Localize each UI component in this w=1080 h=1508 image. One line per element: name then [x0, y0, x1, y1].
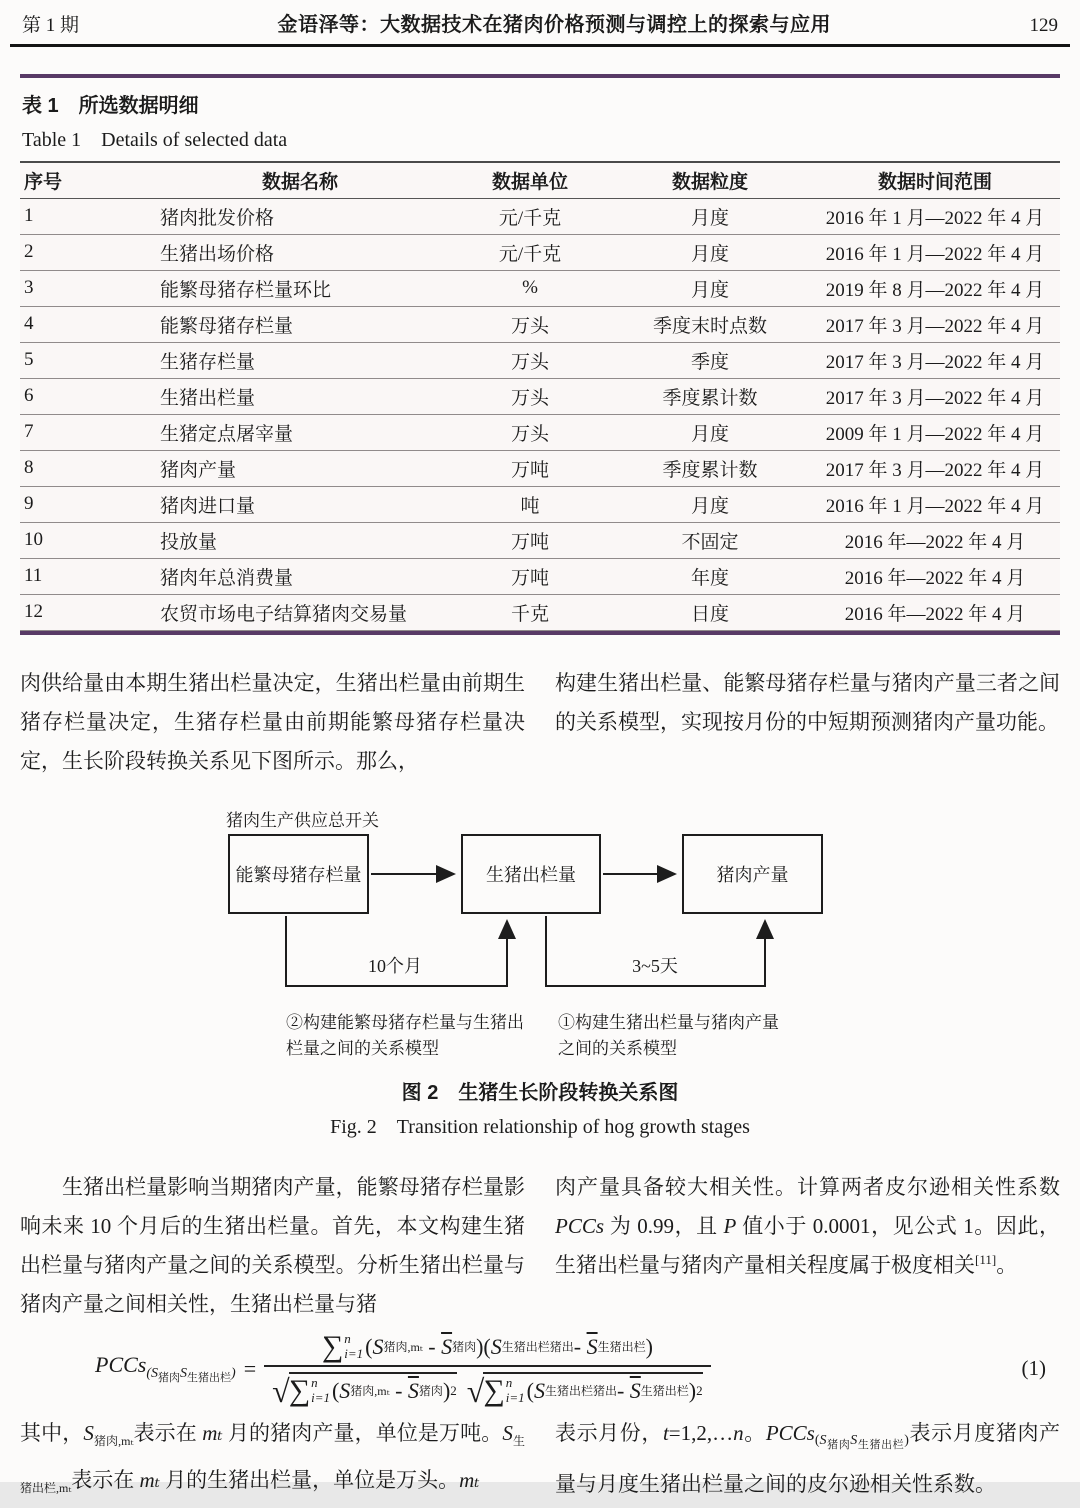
- cell-granularity: 月度: [610, 486, 810, 522]
- equals-sign: =: [243, 1355, 257, 1381]
- subscript-pork: 猪肉: [452, 1340, 477, 1354]
- cell-name: 猪肉年总消费量: [150, 558, 450, 594]
- hog-growth-diagram: [210, 806, 850, 1068]
- subscript-hog-month: 生猪出栏猪出: [501, 1340, 574, 1354]
- body-text-block-1: [20, 664, 1060, 781]
- figure-caption-zh: 图 2 生猪生长阶段转换关系图: [401, 1081, 679, 1104]
- header-rule: [10, 44, 1070, 47]
- sum-limits: [311, 1376, 330, 1405]
- cell-granularity: 季度末时点数: [610, 306, 810, 342]
- math-s-bar: $\overline{S}$: [407, 1377, 419, 1403]
- minus-sign: -: [616, 1377, 625, 1403]
- sum-lower: i=1: [311, 1389, 330, 1405]
- page-number: 129: [1029, 15, 1058, 36]
- subscript-pork-month: 猪肉,mₜ: [93, 1433, 134, 1448]
- table-row: [20, 306, 1060, 342]
- sum-upper: n: [344, 1331, 351, 1347]
- table-row: [20, 522, 1060, 558]
- math-pccs: PCCs: [765, 1420, 815, 1445]
- cell-name: 猪肉进口量: [150, 486, 450, 522]
- cell-unit: 元/千克: [450, 234, 610, 270]
- table-row: [20, 270, 1060, 306]
- cell-name: 能繁母猪存栏量: [150, 306, 450, 342]
- running-head: [0, 0, 1080, 37]
- math-s-bar: $\overline{S}$: [441, 1333, 453, 1359]
- math-p: P: [723, 1213, 737, 1238]
- equation-1: [20, 1329, 1060, 1409]
- citation-ref-11: [11]: [975, 1251, 997, 1267]
- cell-name: 投放量: [150, 522, 450, 558]
- denominator: [264, 1365, 711, 1409]
- cell-index: 12: [20, 594, 150, 630]
- cell-index: 6: [20, 378, 150, 414]
- cell-range: 2016 年—2022 年 4 月: [810, 558, 1060, 594]
- diagram-box-hog-slaughter: 生猪出栏量: [461, 834, 601, 914]
- cell-range: 2017 年 3 月—2022 年 4 月: [810, 306, 1060, 342]
- equation-body: [20, 1329, 1022, 1409]
- math-pccs: PCCs: [95, 1351, 147, 1377]
- text-run: 为 0.99，且: [604, 1213, 724, 1238]
- math-s: S: [533, 1377, 545, 1403]
- cell-granularity: 季度: [610, 342, 810, 378]
- table-row: [20, 594, 1060, 630]
- paragraph-left: [20, 1414, 525, 1508]
- equation-lhs: [95, 1352, 236, 1385]
- col-header-index: 序号: [20, 162, 150, 198]
- text-run: 。: [996, 1252, 1018, 1277]
- cell-index: 9: [20, 486, 150, 522]
- table-top-rule: [20, 74, 1060, 78]
- diagram-box-sow-inventory: 能繁母猪存栏量: [228, 834, 369, 914]
- diagram-note-1: ①构建生猪出栏量与猪肉产量之间的关系模型: [558, 1012, 779, 1058]
- math-s: S: [339, 1377, 351, 1403]
- math-s: S: [819, 1432, 827, 1448]
- paren: (: [365, 1333, 373, 1359]
- cell-unit: 万头: [450, 306, 610, 342]
- text-run: 月的猪肉产量，单位是万吨。: [222, 1420, 503, 1445]
- table-row: [20, 414, 1060, 450]
- col-header-range: 数据时间范围: [810, 162, 1060, 198]
- table-row: [20, 342, 1060, 378]
- subscript-pork: 猪肉: [826, 1438, 851, 1451]
- math-s: S: [372, 1333, 384, 1359]
- diagram-label-3-5-days: 3~5天: [632, 955, 678, 976]
- cell-index: 2: [20, 234, 150, 270]
- sum-sign: ∑: [483, 1373, 505, 1407]
- subscript-hog: 生猪出栏: [857, 1438, 905, 1451]
- text-run: 表示月度猪肉产量与月度生猪出栏量之间的皮尔逊相关性系数。: [555, 1420, 1061, 1496]
- paren: (: [331, 1377, 340, 1403]
- math-s: S: [151, 1366, 159, 1382]
- col-header-unit: 数据单位: [450, 162, 610, 198]
- cell-name: 能繁母猪存栏量环比: [150, 270, 450, 306]
- cell-index: 7: [20, 414, 150, 450]
- text-run: 表示在: [71, 1467, 140, 1492]
- paragraph-right: [555, 1168, 1060, 1324]
- subscript-hog-month: 生猪出栏,mₜ: [20, 1433, 525, 1495]
- cell-name: 生猪定点屠宰量: [150, 414, 450, 450]
- subscript-hog: 生猪出栏: [640, 1384, 689, 1398]
- math-t: t: [662, 1420, 669, 1445]
- subscript-pork-month: 猪肉,mₜ: [383, 1340, 423, 1354]
- subscript-pork-month: 猪肉,mₜ: [350, 1384, 390, 1398]
- cell-granularity: 日度: [610, 594, 810, 630]
- numerator: [314, 1329, 661, 1365]
- diagram-label-10-months: 10个月: [368, 955, 422, 976]
- cell-granularity: 月度: [610, 234, 810, 270]
- cell-unit: 万头: [450, 414, 610, 450]
- paren: (: [526, 1377, 534, 1403]
- cell-index: 1: [20, 198, 150, 234]
- cell-range: 2017 年 3 月—2022 年 4 月: [810, 450, 1060, 486]
- table-header-row: [20, 162, 1060, 198]
- math-s: S: [502, 1420, 513, 1445]
- cell-unit: 元/千克: [450, 198, 610, 234]
- cell-index: 3: [20, 270, 150, 306]
- cell-name: 猪肉产量: [150, 450, 450, 486]
- running-title: 金语泽等：大数据技术在猪肉价格预测与调控上的探索与应用: [277, 14, 831, 36]
- math-m-t: mₜ: [459, 1467, 480, 1492]
- table-row: [20, 450, 1060, 486]
- math-pccs: PCCs: [555, 1213, 605, 1238]
- cell-range: 2009 年 1 月—2022 年 4 月: [810, 414, 1060, 450]
- paren: (: [814, 1432, 820, 1448]
- fraction: [264, 1329, 711, 1409]
- cell-unit: 万吨: [450, 558, 610, 594]
- math-m-t: mₜ: [202, 1420, 223, 1445]
- text-run: =1,2,…: [668, 1420, 734, 1445]
- math-s: S: [180, 1366, 188, 1382]
- cell-unit: 万头: [450, 378, 610, 414]
- cell-granularity: 月度: [610, 198, 810, 234]
- math-s: S: [83, 1420, 94, 1445]
- subscript-pork: 猪肉: [418, 1384, 443, 1398]
- text-run: 表示月份，: [555, 1420, 663, 1445]
- paren: (: [146, 1366, 152, 1382]
- sqrt-sign: √: [272, 1372, 290, 1409]
- sum-lower: i=1: [344, 1345, 364, 1361]
- pccs-subscript: [814, 1432, 909, 1451]
- math-s-bar: $\overline{S}$: [586, 1333, 598, 1359]
- minus-sign: -: [395, 1377, 403, 1403]
- cell-range: 2016 年—2022 年 4 月: [810, 594, 1060, 630]
- math-s: S: [490, 1333, 502, 1359]
- cell-range: 2017 年 3 月—2022 年 4 月: [810, 342, 1060, 378]
- cell-granularity: 年度: [610, 558, 810, 594]
- cell-granularity: 月度: [610, 414, 810, 450]
- col-header-name: 数据名称: [150, 162, 450, 198]
- minus-sign: -: [428, 1333, 436, 1359]
- subscript-hog: 生猪出栏: [187, 1372, 232, 1385]
- cell-unit: 万吨: [450, 450, 610, 486]
- exponent-2: 2: [696, 1382, 703, 1398]
- cell-range: 2019 年 8 月—2022 年 4 月: [810, 270, 1060, 306]
- radicand: [483, 1372, 702, 1406]
- sum-upper: n: [505, 1375, 513, 1391]
- cell-range: 2016 年—2022 年 4 月: [810, 522, 1060, 558]
- diagram-top-label: 猪肉生产供应总开关: [226, 810, 379, 830]
- figure-caption-en: Fig. 2 Transition relationship of hog growth stages: [330, 1115, 750, 1138]
- math-n: n: [733, 1420, 744, 1445]
- sum-limits: [344, 1332, 363, 1361]
- cell-name: 生猪出栏量: [150, 378, 450, 414]
- cell-name: 生猪存栏量: [150, 342, 450, 378]
- text-run: 表示在: [133, 1420, 203, 1445]
- table-bottom-rule: [20, 631, 1060, 635]
- radicand: [289, 1372, 457, 1406]
- table-row: [20, 558, 1060, 594]
- cell-granularity: 季度累计数: [610, 378, 810, 414]
- text-run: 其中，: [20, 1420, 84, 1445]
- equation-number: (1): [1021, 1356, 1046, 1380]
- table-caption-en: Table 1 Details of selected data: [22, 129, 288, 151]
- diagram-box-pork-output: 猪肉产量: [682, 834, 823, 914]
- sum-sign: ∑: [288, 1373, 311, 1407]
- journal-issue: 第 1 期: [22, 15, 80, 36]
- cell-index: 4: [20, 306, 150, 342]
- cell-index: 5: [20, 342, 150, 378]
- cell-granularity: 不固定: [610, 522, 810, 558]
- cell-name: 农贸市场电子结算猪肉交易量: [150, 594, 450, 630]
- table-caption-zh: 表 1 所选数据明细: [22, 95, 199, 117]
- paren: ): [476, 1333, 484, 1359]
- text-run: 月的生猪出栏量，单位是万头。: [159, 1467, 460, 1492]
- paragraph-right: [555, 1414, 1060, 1508]
- paren: ): [645, 1333, 653, 1359]
- body-text-block-2: [20, 1168, 1060, 1324]
- cell-name: 猪肉批发价格: [150, 198, 450, 234]
- cell-granularity: 月度: [610, 270, 810, 306]
- exponent-2: 2: [450, 1382, 457, 1398]
- cell-index: 10: [20, 522, 150, 558]
- cell-granularity: 季度累计数: [610, 450, 810, 486]
- sqrt-sign: √: [466, 1372, 485, 1409]
- cell-range: 2016 年 1 月—2022 年 4 月: [810, 234, 1060, 270]
- text-run: 肉产量具备较大相关性。计算两者皮尔逊相关性系数: [555, 1174, 1060, 1199]
- table-row: [20, 198, 1060, 234]
- cell-unit: 千克: [450, 594, 610, 630]
- sum-lower: i=1: [505, 1389, 525, 1405]
- cell-index: 11: [20, 558, 150, 594]
- paragraph-right: 构建生猪出栏量、能繁母猪存栏量与猪肉产量三者之间的关系模型，实现按月份的中短期预测猪肉产量功能。: [555, 670, 1060, 734]
- paragraph-left: 生猪出栏量影响当期猪肉产量，能繁母猪存栏量影响未来 10 个月后的生猪出栏量。首先，本文构建生猪出栏量与猪肉产量之间的关系模型。分析生猪出栏量与猪肉产量之间相关性，生猪出栏量与猪: [20, 1174, 525, 1316]
- equation-lhs-subscript: [146, 1366, 236, 1385]
- paren: ): [688, 1377, 697, 1403]
- paren: ): [904, 1432, 909, 1448]
- text-run: 。: [743, 1420, 766, 1445]
- math-s: S: [850, 1432, 858, 1448]
- minus-sign: -: [573, 1333, 582, 1359]
- text-run: 值小于 0.0001，见公式 1。因此，生猪出栏量与猪肉产量相关程度属于极度相关: [555, 1213, 1061, 1277]
- data-table: [20, 161, 1060, 631]
- cell-unit: 吨: [450, 486, 610, 522]
- paren: (: [483, 1333, 491, 1359]
- diagram-note-2: ②构建能繁母猪存栏量与生猪出栏量之间的关系模型: [286, 1012, 524, 1058]
- table-row: [20, 486, 1060, 522]
- paragraph-left: 肉供给量由本期生猪出栏量决定，生猪出栏量由前期生猪存栏量决定，生猪存栏量由前期能繁母猪存栏量决定，生长阶段转换关系见下图所示。那么，: [20, 670, 525, 773]
- sum-sign: ∑: [321, 1329, 344, 1363]
- body-text-block-3: [20, 1414, 1060, 1508]
- paren: ): [442, 1377, 451, 1403]
- sum-limits: [506, 1376, 525, 1405]
- cell-name: 生猪出场价格: [150, 234, 450, 270]
- cell-range: 2017 年 3 月—2022 年 4 月: [810, 378, 1060, 414]
- paren: ): [231, 1366, 236, 1382]
- cell-range: 2016 年 1 月—2022 年 4 月: [810, 198, 1060, 234]
- cell-index: 8: [20, 450, 150, 486]
- cell-range: 2016 年 1 月—2022 年 4 月: [810, 486, 1060, 522]
- cell-unit: %: [450, 270, 610, 306]
- subscript-pork: 猪肉: [158, 1372, 181, 1385]
- cell-unit: 万吨: [450, 522, 610, 558]
- table-row: [20, 234, 1060, 270]
- col-header-granularity: 数据粒度: [610, 162, 810, 198]
- math-s-bar: $\overline{S}$: [629, 1377, 641, 1403]
- math-m-t: mₜ: [139, 1467, 160, 1492]
- subscript-hog-month: 生猪出栏猪出: [544, 1384, 617, 1398]
- table-row: [20, 378, 1060, 414]
- cell-unit: 万头: [450, 342, 610, 378]
- sum-upper: n: [311, 1375, 318, 1391]
- subscript-hog: 生猪出栏: [597, 1340, 646, 1354]
